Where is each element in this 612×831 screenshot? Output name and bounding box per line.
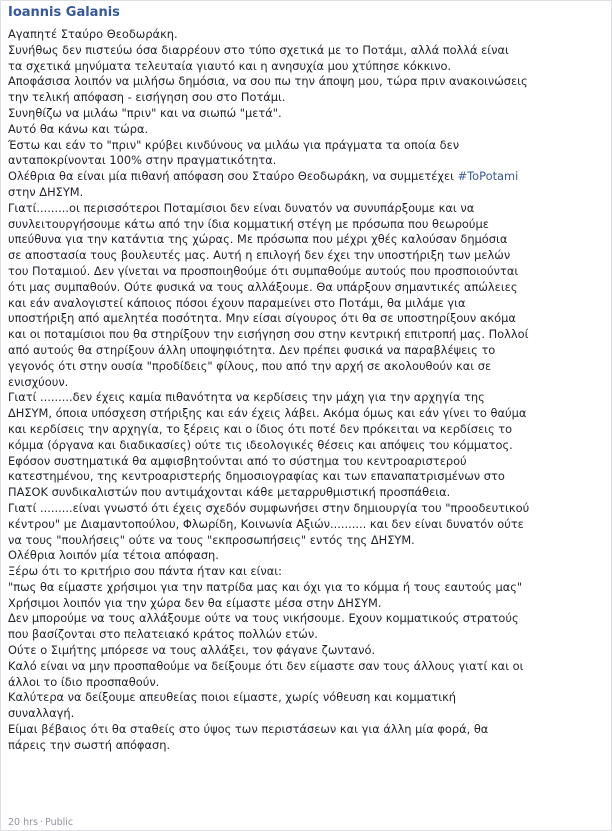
post-text-segment: Είμαι βέβαιος ότι θα σταθείς στο ύψος των περιστάσεων και για άλλη μία φορά, θα: [8, 722, 489, 737]
post-text-line: [8, 122, 608, 138]
post-text-line: [8, 485, 608, 501]
post-text-line: [8, 438, 608, 454]
post-text-line: [8, 43, 608, 59]
post-text-segment: Γιατί .........είναι γνωστό ότι έχεις σχεδόν συμφωνήσει στην δημιουργία του "προοδευτικού: [8, 500, 530, 515]
post-text-segment: Ξέρω ότι το κριτήριο σου πάντα ήταν και είναι:: [8, 564, 282, 579]
post-text-line: [8, 675, 608, 691]
post-text-segment: ανταποκρίνονται 100% στην πραγματικότητα.: [8, 153, 277, 168]
post-text-line: [8, 59, 608, 75]
post-footer: [8, 816, 73, 829]
post-text-segment: την τελική απόφαση - εισήγηση σου στο Ποτάμι.: [8, 90, 286, 105]
post-text-segment: Χρήσιμοι λοιπόν για την χώρα δεν θα είμαστε μέσα στην ΔΗΣΥΜ.: [8, 595, 382, 610]
post-text-line: [8, 201, 608, 217]
post-text-segment: από αυτούς θα στηρίξουν άλλη υποψηφιότητα. Δεν πρέπει φυσικά να παραβλέψεις το: [8, 342, 496, 357]
post-text-line: [8, 611, 608, 627]
post-body: [8, 27, 608, 754]
post-text-segment: Γιατί .........δεν έχεις καμία πιθανότητα να κερδίσεις την μάχη για την αρχηγία της: [8, 390, 485, 405]
author-name-link[interactable]: Ioannis Galanis: [8, 5, 120, 20]
post-text-line: [8, 359, 608, 375]
post-text-line: [8, 548, 608, 564]
post-text-line: [8, 169, 608, 185]
post-text-segment: ενισχύουν.: [8, 374, 69, 389]
post-text-segment: Έστω και εάν το "πριν" κρύβει κινδύνους να μιλάω για πράγματα τα οποία δεν: [8, 137, 460, 152]
post-text-line: [8, 406, 608, 422]
post-text-segment: στην ΔΗΣΥΜ.: [8, 184, 84, 199]
post-text-line: [8, 248, 608, 264]
post-text-segment: ΠΑΣΟΚ συνδικαλιστών που αντιμάχονται κάθε μεταρρυθμιστική προσπάθεια.: [8, 485, 451, 500]
post-text-line: [8, 517, 608, 533]
post-text-line: [8, 627, 608, 643]
post-text-segment: κέντρου" με Διαμαντοπούλου, Φλωρίδη, Κοινωνία Αξιών.......... και δεν είναι δυνατόν ούτε: [8, 516, 524, 531]
post-text-line: [8, 90, 608, 106]
post-text-segment: πάρεις την σωστή απόφαση.: [8, 737, 171, 752]
hashtag-link[interactable]: #ToPotami: [457, 169, 519, 184]
post-text-segment: υπεύθυνα για την κατάντια της χώρας. Με πρόσωπα που μέχρι χθές καλούσαν δημόσια: [8, 232, 508, 247]
post-text-line: [8, 643, 608, 659]
post-text-line: [8, 501, 608, 517]
footer-separator: ·: [39, 817, 44, 828]
post-text-line: [8, 564, 608, 580]
post-text-segment: συναλλαγή.: [8, 706, 75, 721]
post-text-line: [8, 327, 608, 343]
post-text-line: [8, 264, 608, 280]
post-text-segment: σε αποστασία τους βουλευτές μας. Αυτή η επιλογή δεν έχει την υποστήριξη των μελών: [8, 248, 511, 263]
post-text-line: [8, 74, 608, 90]
post-text-segment: Γιατί.........οι περισσότεροι Ποταμίσιοι δεν είναι δυνατόν να συνυπάρξουμε και να: [8, 200, 475, 215]
privacy-label: Public: [45, 817, 74, 828]
post-text-line: [8, 185, 608, 201]
post-text-line: [8, 390, 608, 406]
post-text-segment: και εάν αναλογιστεί κάποιος πόσοι έχουν παραμείνει στο Ποτάμι, θα μιλάμε για: [8, 295, 466, 310]
post-text-line: [8, 138, 608, 154]
post-text-segment: του Ποταμιού. Δεν γίνεται να προσποιηθούμε ότι συμπαθούμε αυτούς που προσποιούνται: [8, 263, 519, 278]
post-text-line: [8, 454, 608, 470]
post-text-line: [8, 217, 608, 233]
post-text-line: [8, 596, 608, 612]
post-text-segment: τα σχετικά μηνύματα τελευταία γιαυτό και η ανησυχία μου χτύπησε κόκκινο.: [8, 58, 452, 73]
post-text-line: [8, 533, 608, 549]
post-text-segment: Καλό είναι να μην προσπαθούμε να δείξουμε ότι δεν είμαστε σαν τους άλλους γιατί και οι: [8, 658, 524, 673]
post-text-segment: Αγαπητέ Σταύρο Θεοδωράκη.: [8, 27, 178, 41]
post-text-line: [8, 690, 608, 706]
post-text-segment: υποστήριξη από αμελητέα ποσότητα. Μην είσαι σίγουρος ότι θα σε υποστηρίξουν ακόμα: [8, 311, 516, 326]
post-text-line: [8, 106, 608, 122]
post-text-line: [8, 232, 608, 248]
post-text-segment: Εφόσον συστηματικά θα αμφισβητούνται από το σύστημα του κεντροαριστερού: [8, 453, 467, 468]
post-text-segment: Ούτε ο Σιμήτης μπόρεσε να τους αλλάξει, τον φάγανε ζωντανό.: [8, 643, 376, 658]
post-text-segment: συνλειτουργήσουμε κάτω από την ίδια κομματική στέγη με πρόσωπα που θεωρούμε: [8, 216, 489, 231]
post-text-line: [8, 153, 608, 169]
post-text-segment: κόμμα (όργανα και διαδικασίες) ούτε τις ιδεολογικές θέσεις και απόψεις του κόμματος.: [8, 437, 513, 452]
post-text-segment: κατεστημένου, της κεντροαριστερής δημοσιογραφίας και των επαναπατρισμένων στο: [8, 469, 505, 484]
post-text-segment: Συνηθίζω να μιλάω "πριν" και να σιωπώ "μετά".: [8, 105, 282, 120]
post-text-line: [8, 311, 608, 327]
post-text-line: [8, 469, 608, 485]
post-text-segment: Συνήθως δεν πιστεύω όσα διαρρέουν στο τύπο σχετικά με το Ποτάμι, αλλά πολλά είναι: [8, 42, 509, 57]
post-text-segment: "πως θα είμαστε χρήσιμοι για την πατρίδα μας και όχι για το κόμμα ή τους εαυτούς μας": [8, 579, 523, 594]
post-text-line: [8, 343, 608, 359]
post-text-line: [8, 375, 608, 391]
post-text-segment: και κερδίσεις την αρχηγία, το ξέρεις και ο ίδιος ότι ποτέ δεν πρόκειται να κερδίσεις το: [8, 421, 513, 436]
post-text-segment: και οι ποταμίσιοι που θα στηρίξουν την εισήγηση σου στην κεντρική επιτροπή μας. Πολλοί: [8, 327, 529, 342]
post-text-line: [8, 27, 608, 43]
post-text-segment: που βασίζονται στο πελατειακό κράτος πολλών ετών.: [8, 627, 318, 642]
post-text-segment: ότι μας συμπαθούν. Ούτε φυσικά να τους αλλάξουμε. Θα υπάρξουν σημαντικές απώλειες: [8, 279, 518, 294]
post-text-line: [8, 422, 608, 438]
post-text-line: [8, 296, 608, 312]
post-text-line: [8, 580, 608, 596]
post-text-segment: Ολέθρια θα είναι μία πιθανή απόφαση σου Σταύρο Θεοδωράκη, να συμμετέχει: [8, 169, 458, 184]
post-text-segment: γεγονός ότι στην ουσία "προδίδεις" φίλους, που από την αρχή σε ακολουθούν και σε: [8, 358, 492, 373]
post-text-line: [8, 659, 608, 675]
post-text-segment: Αποφάσισα λοιπόν να μιλήσω δημόσια, να σου πω την άποψη μου, τώρα πριν ανακοινώσεις: [8, 74, 528, 89]
post-text-segment: Αυτό θα κάνω και τώρα.: [8, 121, 149, 136]
post-text-segment: Καλύτερα να δείξουμε απευθείας ποιοι είμαστε, χωρίς νόθευση και κομματική: [8, 690, 457, 705]
post-text-segment: άλλοι το ίδιο προσπαθούν.: [8, 674, 160, 689]
post-text-line: [8, 738, 608, 754]
post-text-segment: ΔΗΣΥΜ, όποια υπόσχεση στήριξης και εάν έχεις λάβει. Ακόμα όμως και εάν γίνει το θαύμα: [8, 406, 527, 421]
post-text-segment: να τους "πουλήσεις" ούτε να τους "εκπροσωπήσεις" εντός της ΔΗΣΥΜ.: [8, 532, 415, 547]
post-text-line: [8, 280, 608, 296]
post-text-line: [8, 722, 608, 738]
post-text-segment: Ολέθρια λοιπόν μία τέτοια απόφαση.: [8, 548, 219, 563]
post-text-segment: Δεν μπορούμε να τους αλλάξουμε ούτε να τους νικήσουμε. Εχουν κομματικούς στρατούς: [8, 611, 519, 626]
post-text-line: [8, 706, 608, 722]
timestamp-link[interactable]: 20 hrs: [8, 817, 38, 828]
